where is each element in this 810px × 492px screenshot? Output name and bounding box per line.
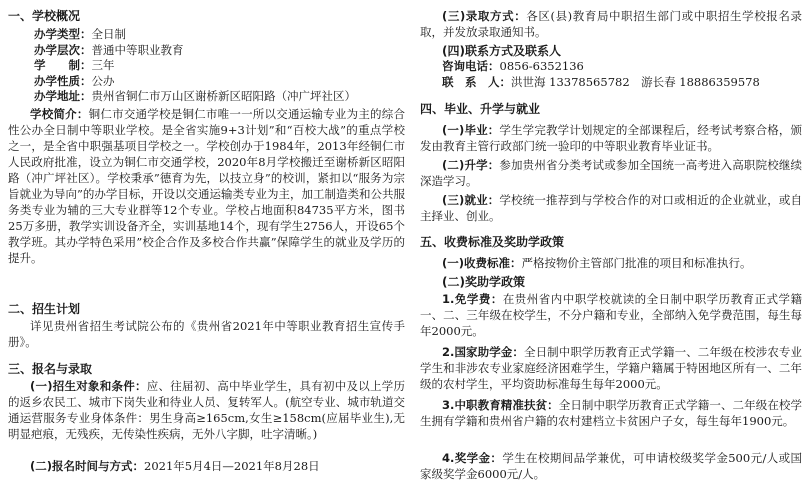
aid-item-national-grant: 2.国家助学金：全日制中职学历教育正式学籍一、二年级在校涉农专业学生和非涉农专业家庭经济困难学生，学籍户籍属于特困地区所有一、二年级的农村学生，平均资助标准每生每年2000元。 <box>420 345 802 391</box>
aid-policy-heading: (二)奖助学政策 <box>442 275 525 289</box>
info-row-level: 办学层次：普通中等职业教育 <box>34 42 184 57</box>
contact-heading: (四)联系方式及联系人 <box>442 44 561 58</box>
info-row-duration: 学 制：三年 <box>34 58 115 72</box>
employment-text: (三)就业：学校统一推荐到与学校合作的对口或相近的企业就业，或自主择业、创业。 <box>420 193 803 223</box>
info-row-nature: 办学性质：公办 <box>34 73 115 88</box>
aid-item-scholarship: 4.奖学金：学生在校期间品学兼优，可申请校级奖学金500元/人或国家级奖学金6000元/人。 <box>420 451 802 481</box>
graduation-text: (一)毕业：学生学完教学计划规定的全部课程后，经考试考察合格，颁发由教育主管行政部门统一验印的中等职业教育毕业证书。 <box>420 123 803 153</box>
aid-item-tuition-free: 1.免学费：在贵州省内中职学校就读的全日制中职学历教育正式学籍一、二、三年级在校学生，不分户籍和专业，全部纳入免学费范围，每生每年2000元。 <box>420 292 802 338</box>
enrollment-plan-text: 详见贵州省招生考试院公布的《贵州省2021年中等职业教育招生宣传手册》。 <box>8 319 405 349</box>
fee-standard: (一)收费标准：严格按物价主管部门批准的项目和标准执行。 <box>442 256 752 270</box>
aid-item-poverty-relief: 3.中职教育精准扶贫：全日制中职学历教育正式学籍一、二年级在校学生拥有学籍和贵州省户籍的农村建档立卡贫困户子女，每生每年1900元。 <box>420 398 802 428</box>
info-row-type: 办学类型：全日制 <box>34 27 126 41</box>
section-heading-fees: 五、收费标准及奖助学政策 <box>420 235 565 249</box>
section-heading-school-overview: 一、学校概况 <box>8 9 81 23</box>
registration-time: (二)报名时间与方式：2021年5月4日—2021年8月28日 <box>30 459 320 473</box>
further-study-text: (二)升学：参加贵州省分类考试或参加全国统一高考进入高职院校继续深造学习。 <box>420 158 803 188</box>
section-heading-graduation: 四、毕业、升学与就业 <box>420 102 541 116</box>
school-info-list <box>8 27 405 266</box>
section-heading-enrollment-plan: 二、招生计划 <box>8 302 81 316</box>
registration-eligibility: (一)招生对象和条件：应、往届初、高中毕业学生，具有初中及以上学历的返乡农民工、城市下岗失业和待业人员、复转军人。(航空专业、城市轨道交通运营服务专业身体条件：男生身高≥165cm,女生≥158cm(应届毕业生),无明显疤痕，无残疾，无传染性疾病，无外八字脚，吐字清晰。) <box>8 379 406 441</box>
info-row-address: 办学地址：贵州省铜仁市万山区谢桥新区昭阳路（冲广坪社区） <box>34 89 356 103</box>
section-heading-registration: 三、报名与录取 <box>8 362 93 376</box>
contact-list <box>420 59 802 90</box>
admission-method: (三)录取方式：各区(县)教育局中职招生部门或中职招生学校报名录取，并发放录取通知书。 <box>420 9 802 39</box>
school-intro: 学校简介：铜仁市交通学校是铜仁市唯一一所以交通运输专业为主的综合性公办全日制中等职业学校。是全省实施9+3计划”和“百校大战”的重点学校之一，是全省中职强基项目学校之一。学校创办于1984年，2013年经铜仁市人民政府批准，设立为铜仁市交通学校，2020年8月学校搬迁至谢桥新区昭阳路（冲广坪社区）。学校秉承”德育为先，以技立身”的校训，紧扣以“服务为宗旨就业为导向”的办学目标，开设以交通运输类专业为主，加工制造类和公共服务类专业为辅的三大专业群等12个专业。学校占地面积84735平方米，图书25万多册，教学实训设备齐全，实训基地14个，现有学生2756人，开设65个教学班。其办学特色采用”校企合作及多校合作共赢”保障学生的就业及学历的提升。 <box>8 106 406 265</box>
contact-phone: 咨询电话：0856-6352136 <box>442 59 584 73</box>
contact-persons: 联 系 人：洪世海 13378565782 游长春 18886359578 <box>442 74 760 89</box>
